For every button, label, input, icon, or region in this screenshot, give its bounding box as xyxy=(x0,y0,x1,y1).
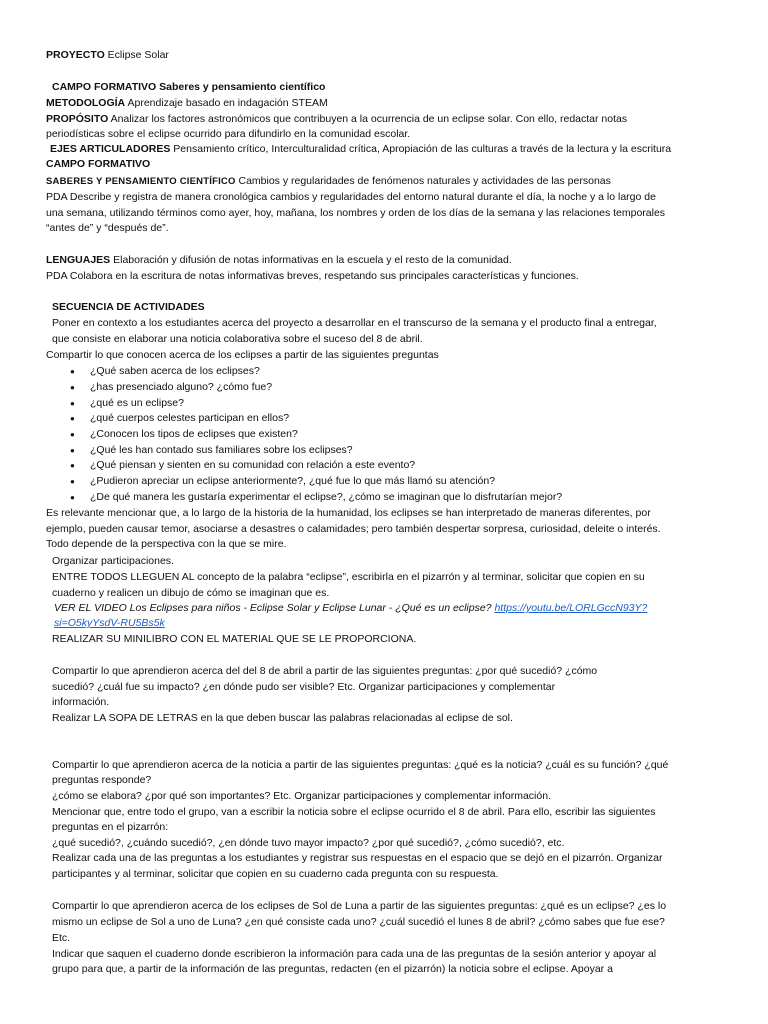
list-item: ¿Pudieron apreciar un eclipse anteriormente?, ¿qué fue lo que más llamó su atención? xyxy=(90,475,496,487)
noticia-line-5: preguntas en el pizarrón: xyxy=(52,821,169,833)
bullet-icon: ● xyxy=(70,414,75,423)
bullet-icon: ● xyxy=(70,493,75,502)
pda-line-2: una semana, utilizando términos como ayer, hoy, mañana, los nombres y orden de los días de la semana y las relaciones temporales xyxy=(46,207,666,219)
abril-line-3: información. xyxy=(52,696,110,708)
metodologia-line: METODOLOGÍA Aprendizaje basado en indagación STEAM xyxy=(46,97,328,109)
pda-line-3: “antes de” y “después de”. xyxy=(46,222,169,234)
relevante-line-2: ejemplo, pueden causar temor, asociarse a desastres o calamidades; pero también despertar sorpresa, curiosidad, deleite o interés. xyxy=(46,523,661,535)
entre-line-1: ENTRE TODOS LLEGUEN AL concepto de la palabra “eclipse”, escribirla en el pizarrón y al terminar, solicitar que copien en su xyxy=(52,571,645,583)
minilibro-line: REALIZAR SU MINILIBRO CON EL MATERIAL QUE SE LE PROPORCIONA. xyxy=(52,633,417,645)
video-link-continued[interactable]: si=O5kyYsdV-RU5Bs5k xyxy=(54,617,165,629)
proposito-line: PROPÓSITO Analizar los factores astronómicos que contribuyen a la ocurrencia de un eclipse solar. Con ello, redactar notas xyxy=(46,113,628,125)
tipos-line-3: Etc. xyxy=(52,932,71,944)
pda-2-line: PDA Colabora en la escritura de notas informativas breves, respetando sus principales características y funciones. xyxy=(46,270,579,282)
noticia-line-8: participantes y al terminar, solicitar que copien en su cuaderno cada pregunta con su respuesta. xyxy=(52,868,499,880)
list-item: ¿qué es un eclipse? xyxy=(90,397,184,409)
bullet-icon: ● xyxy=(70,430,75,439)
list-item: ¿Qué saben acerca de los eclipses? xyxy=(90,365,260,377)
noticia-line-4: Mencionar que, entre todo el grupo, van a escribir la noticia sobre el eclipse ocurrido el 8 de abril. Para ello, escribir las siguientes xyxy=(52,806,656,818)
campo-formativo-heading: CAMPO FORMATIVO Saberes y pensamiento científico xyxy=(52,81,326,93)
campo-formativo-heading-2: CAMPO FORMATIVO xyxy=(46,158,151,170)
list-item: ¿has presenciado alguno? ¿cómo fue? xyxy=(90,381,273,393)
video-link-line-2 xyxy=(54,615,165,631)
secuencia-p3: Compartir lo que conocen acerca de los eclipses a partir de las siguientes preguntas xyxy=(46,349,439,361)
tipos-line-5: grupo para que, a partir de la información de las preguntas, redacten (en el pizarrón) la noticia sobre el eclipse. Apoyar a xyxy=(52,963,613,975)
pda-line-1: PDA Describe y registra de manera cronológica cambios y regularidades del entorno natural durante el día, la noche y a lo largo de xyxy=(46,191,656,203)
relevante-line-1: Es relevante mencionar que, a lo largo de la historia de la humanidad, los eclipses se han interpretado de maneras diferentes, por xyxy=(46,507,651,519)
video-link[interactable]: https://youtu.be/LORLGccN93Y? xyxy=(494,602,648,614)
proyecto-value: Eclipse Solar xyxy=(104,49,169,61)
noticia-line-3: ¿cómo se elabora? ¿por qué son importantes? Etc. Organizar participaciones y complementar información. xyxy=(52,790,551,802)
saberes-line: SABERES Y PENSAMIENTO CIENTÍFICO Cambios y regularidades de fenómenos naturales y actividades de las personas xyxy=(46,175,611,187)
proyecto-line xyxy=(46,47,169,63)
bullet-icon: ● xyxy=(70,383,75,392)
bullet-icon: ● xyxy=(70,477,75,486)
bullet-icon: ● xyxy=(70,461,75,470)
list-item: ¿Conocen los tipos de eclipses que existen? xyxy=(90,428,298,440)
secuencia-p2: que consiste en elaborar una noticia colaborativa sobre el suceso del 8 de abril. xyxy=(52,333,423,345)
secuencia-p1: Poner en contexto a los estudiantes acerca del proyecto a desarrollar en el transcurso de la semana y el producto final a entregar, xyxy=(52,317,657,329)
proposito-line-2: periodísticas sobre el eclipse ocurrido para difundirlo en la comunidad escolar. xyxy=(46,128,411,140)
organizar-line: Organizar participaciones. xyxy=(52,555,174,567)
entre-line-2: cuaderno y realicen un dibujo de cómo se imaginan que es. xyxy=(52,587,330,599)
abril-line-2: sucedió? ¿cuál fue su impacto? ¿en dónde pudo ser visible? Etc. Organizar participaciones y complementar xyxy=(52,681,556,693)
proyecto-label: PROYECTO xyxy=(46,49,105,61)
noticia-line-1: Compartir lo que aprendieron acerca de la noticia a partir de las siguientes preguntas: ¿qué es la noticia? ¿cuál es su función? ¿qué xyxy=(52,759,669,771)
noticia-line-6: ¿qué sucedió?, ¿cuándo sucedió?, ¿en dónde tuvo mayor impacto? ¿por qué sucedió?, ¿cómo sucedió?, etc. xyxy=(52,837,565,849)
list-item: ¿Qué piensan y sienten en su comunidad con relación a este evento? xyxy=(90,459,416,471)
noticia-line-7: Realizar cada una de las preguntas a los estudiantes y registrar sus respuestas en el espacio que se dejó en el pizarrón. Organizar xyxy=(52,852,663,864)
relevante-line-3: Todo depende de la perspectiva con la que se mire. xyxy=(46,538,287,550)
lenguajes-line: LENGUAJES Elaboración y difusión de notas informativas en la escuela y el resto de la comunidad. xyxy=(46,254,512,266)
abril-line-4: Realizar LA SOPA DE LETRAS en la que deben buscar las palabras relacionadas al eclipse de sol. xyxy=(52,712,513,724)
noticia-line-2: preguntas responde? xyxy=(52,774,152,786)
list-item: ¿Qué les han contado sus familiares sobre los eclipses? xyxy=(90,444,353,456)
bullet-icon: ● xyxy=(70,446,75,455)
bullet-icon: ● xyxy=(70,399,75,408)
abril-line-1: Compartir lo que aprendieron acerca del del 8 de abril a partir de las siguientes preguntas: ¿por qué sucedió? ¿cómo xyxy=(52,665,598,677)
list-item: ¿De qué manera les gustaría experimentar el eclipse?, ¿cómo se imaginan que lo disfrutarían mejor? xyxy=(90,491,563,503)
ejes-line: EJES ARTICULADORES Pensamiento crítico, Interculturalidad crítica, Apropiación de las culturas a través de la lectura y la escritura xyxy=(50,143,672,155)
tipos-line-1: Compartir lo que aprendieron acerca de los eclipses de Sol de Luna a partir de las siguientes preguntas: ¿qué es un eclipse? ¿es lo xyxy=(52,900,667,912)
tipos-line-4: Indicar que saquen el cuaderno donde escribieron la información para cada una de las preguntas de la sesión anterior y apoyar al xyxy=(52,948,657,960)
secuencia-heading: SECUENCIA DE ACTIVIDADES xyxy=(52,301,205,313)
list-item: ¿qué cuerpos celestes participan en ellos? xyxy=(90,412,290,424)
bullet-icon: ● xyxy=(70,367,75,376)
tipos-line-2: mismo un eclipse de Sol a uno de Luna? ¿en qué consiste cada uno? ¿cuál sucedió el lunes 8 de abril? ¿cómo sabes que fue ese? xyxy=(52,916,665,928)
video-line: VER EL VIDEO Los Eclipses para niños - Eclipse Solar y Eclipse Lunar - ¿Qué es un eclipse? https://youtu.be/LORLGccN93Y? xyxy=(54,602,648,614)
